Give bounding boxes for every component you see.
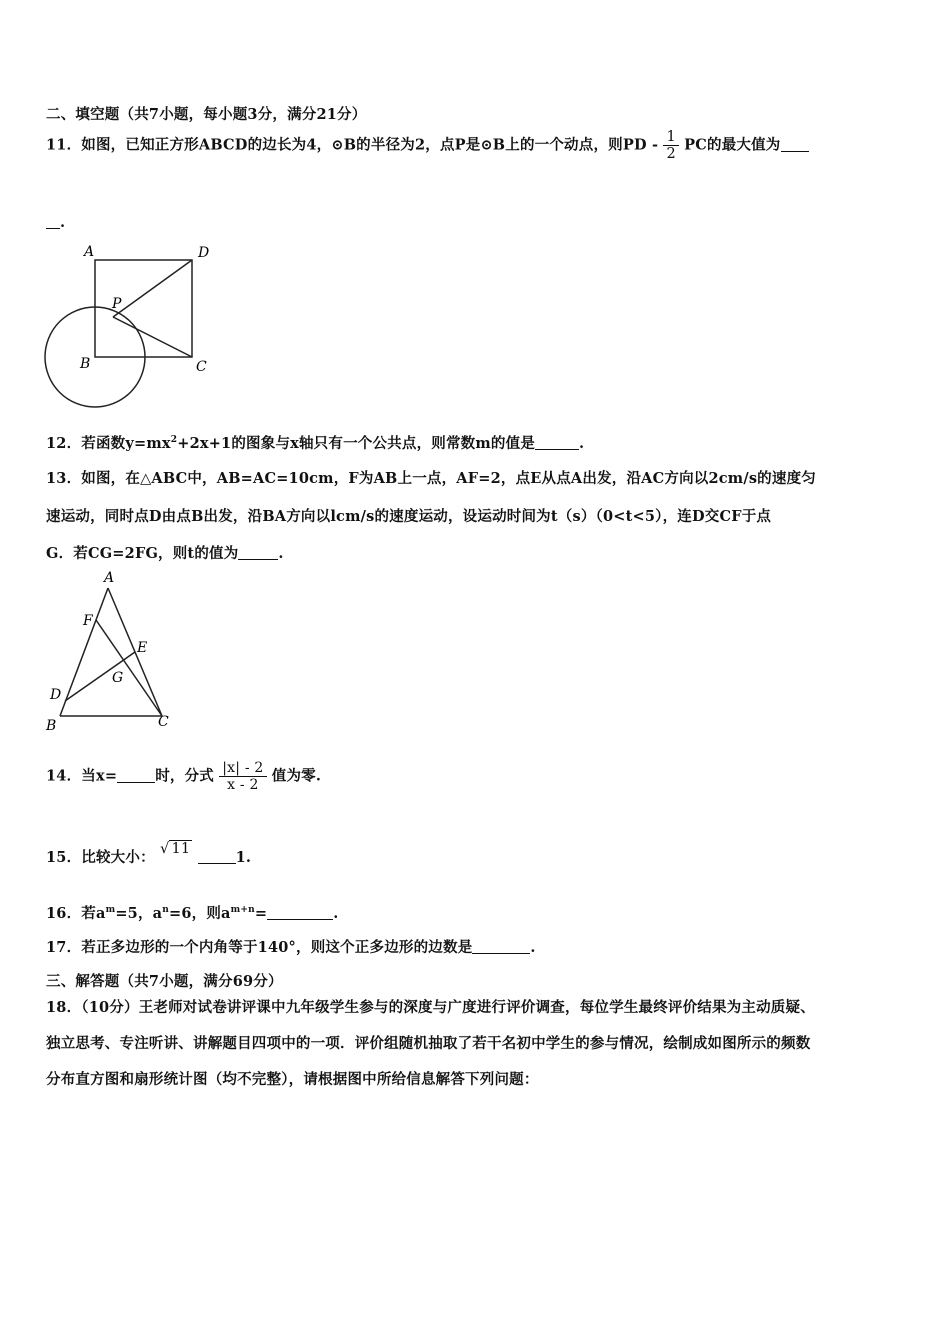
q11-text-b: PC的最大值为 — [684, 136, 781, 154]
label-a: A — [104, 570, 115, 586]
q17-tail: . — [530, 939, 536, 956]
q12-tail: . — [579, 435, 585, 452]
q12-superscript: 2 — [170, 435, 178, 446]
label-g: G — [112, 670, 124, 686]
q13-answer-blank[interactable] — [238, 545, 278, 560]
q12-number: 12． — [46, 435, 82, 452]
q15-radicand: 11 — [171, 841, 191, 857]
question-18-line-3: 分布直方图和扇形统计图（均不完整），请根据图中所给信息解答下列问题： — [46, 1071, 539, 1088]
label-f: F — [83, 613, 93, 629]
q11-number: 11． — [46, 136, 82, 154]
section-2-heading: 二、填空题（共7小题，每小题3分，满分21分） — [46, 106, 367, 123]
q13-line3a: G．若CG=2FG，则t的值为 — [46, 545, 239, 562]
q11-answer-blank-cont[interactable] — [46, 214, 60, 229]
q11-text-a: 如图，已知正方形ABCD的边长为4，⊙B的半径为2，点P是⊙B上的一个动点，则PD - — [81, 136, 659, 154]
q16-sup-m: m — [105, 905, 116, 916]
q14-text-c: 值为零. — [271, 767, 322, 785]
q16-text-b: =5，a — [115, 905, 163, 922]
q16-sup-n: n — [162, 905, 169, 916]
q13-number: 13． — [46, 470, 82, 487]
q11-continuation — [46, 214, 65, 231]
q11-answer-blank[interactable] — [781, 137, 809, 152]
q15-number: 15． — [46, 849, 82, 866]
side-ab — [60, 588, 108, 716]
q14-text-a: 当x= — [81, 767, 118, 785]
q18-number: 18． — [46, 999, 82, 1016]
question-11 — [46, 129, 809, 162]
q12-answer-blank[interactable] — [535, 435, 579, 450]
label-b: B — [46, 718, 57, 734]
q11-tail: . — [60, 214, 66, 231]
q11-figure — [40, 240, 225, 415]
q12-text-b: +2x+1的图象与x轴只有一个公共点，则常数m的值是 — [177, 435, 536, 452]
label-c: C — [196, 359, 207, 375]
question-18-line-2: 独立思考、专注听讲、讲解题目四项中的一项．评价组随机抽取了若干名初中学生的参与情况，绘制成如图所示的频数 — [46, 1035, 811, 1052]
q15-text-a: 比较大小： — [81, 849, 155, 866]
q13-tail: . — [278, 545, 284, 562]
label-p: P — [112, 296, 122, 312]
question-17 — [46, 936, 536, 957]
q16-sup-mn: m+n — [230, 905, 255, 916]
q16-text-d: = — [254, 905, 268, 922]
label-c: C — [158, 714, 169, 730]
q16-text-c: =6，则a — [169, 905, 231, 922]
q13-line1: 如图，在△ABC中，AB=AC=10cm，F为AB上一点，AF=2，点E从点A出发，沿AC方向以2cm/s的速度匀 — [81, 470, 816, 487]
q15-answer-blank[interactable] — [198, 849, 236, 864]
segment-pd — [113, 260, 192, 317]
q13-figure — [40, 568, 190, 738]
question-13-line-2: 速运动，同时点D由点B出发，沿BA方向以lcm/s的速度运动，设运动时间为t（s）（0<t<5），连D交CF于点 — [46, 508, 772, 525]
q16-number: 16． — [46, 905, 82, 922]
q17-answer-blank[interactable] — [472, 939, 530, 954]
q15-tail: 1. — [235, 849, 252, 866]
q17-text: 若正多边形的一个内角等于140°，则这个正多边形的边数是 — [81, 939, 473, 956]
q14-answer-blank[interactable] — [117, 768, 155, 783]
q14-frac-num: |x| - 2 — [222, 760, 264, 776]
question-16 — [46, 902, 338, 923]
segment-pc — [113, 317, 192, 357]
q14-text-b: 时，分式 — [155, 767, 214, 785]
q15-sqrt: √ 11 — [160, 841, 191, 857]
question-18-line-1 — [46, 996, 815, 1017]
label-d: D — [198, 245, 210, 261]
q12-text-a: 若函数y=mx — [81, 435, 171, 452]
label-e: E — [137, 640, 148, 656]
q14-fraction — [219, 760, 266, 793]
label-b: B — [80, 356, 91, 372]
q14-frac-den: x - 2 — [219, 776, 266, 793]
q16-answer-blank[interactable] — [267, 905, 333, 920]
label-a: A — [84, 244, 95, 260]
q11-fraction — [663, 129, 678, 162]
q11-frac-num: 1 — [666, 129, 676, 145]
question-13-line-3 — [46, 542, 284, 563]
q16-tail: . — [333, 905, 339, 922]
label-d: D — [50, 687, 62, 703]
question-14 — [46, 760, 321, 793]
question-15 — [46, 841, 252, 867]
section-3-heading: 三、解答题（共7小题，满分69分） — [46, 973, 283, 990]
q16-text-a: 若a — [81, 905, 106, 922]
q17-number: 17． — [46, 939, 82, 956]
q18-line1: （10分）王老师对试卷讲评课中九年级学生参与的深度与广度进行评价调查，每位学生最终评价结果为主动质疑、 — [81, 999, 815, 1016]
question-13-line-1 — [46, 467, 816, 488]
q14-number: 14． — [46, 767, 82, 785]
q11-frac-den: 2 — [663, 145, 678, 162]
segment-cf — [96, 620, 162, 716]
question-12 — [46, 432, 584, 453]
